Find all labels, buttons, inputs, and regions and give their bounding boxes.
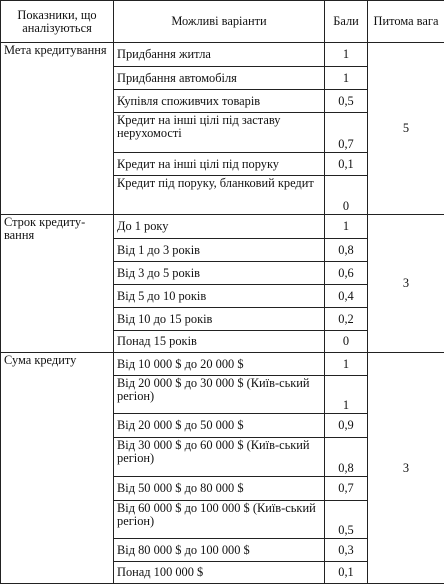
option-cell: Від 60 000 $ до 100 000 $ (Київ-ський регіон) bbox=[114, 501, 325, 539]
option-cell: Від 30 000 $ до 60 000 $ (Київ-ський регіон) bbox=[114, 438, 325, 477]
score-cell: 1 bbox=[325, 67, 368, 90]
score-cell: 1 bbox=[325, 353, 368, 376]
option-cell: Понад 15 років bbox=[114, 331, 325, 353]
weight-cell: 5 bbox=[368, 43, 444, 215]
score-cell: 0 bbox=[325, 176, 368, 215]
header-param: Показники, що аналізуються bbox=[1, 1, 114, 43]
option-cell: Від 10 000 $ до 20 000 $ bbox=[114, 353, 325, 376]
score-cell: 0,7 bbox=[325, 113, 368, 153]
weight-cell: 3 bbox=[368, 215, 444, 353]
score-cell: 1 bbox=[325, 376, 368, 414]
score-cell: 0,8 bbox=[325, 438, 368, 477]
option-cell: Від 1 до 3 років bbox=[114, 239, 325, 262]
option-cell: Купівля споживчих товарів bbox=[114, 90, 325, 113]
score-cell: 0 bbox=[325, 331, 368, 353]
score-cell: 1 bbox=[325, 43, 368, 67]
score-cell: 0,8 bbox=[325, 239, 368, 262]
weight-cell: 3 bbox=[368, 353, 444, 584]
param-cell: Сума кредиту bbox=[1, 353, 114, 584]
table-header-row bbox=[1, 1, 444, 43]
score-cell: 0,1 bbox=[325, 562, 368, 584]
option-cell: Від 5 до 10 років bbox=[114, 285, 325, 308]
param-cell: Мета кредитування bbox=[1, 43, 114, 215]
option-cell: Від 10 до 15 років bbox=[114, 308, 325, 331]
header-weight: Питома вага bbox=[368, 1, 444, 43]
option-cell: До 1 року bbox=[114, 215, 325, 239]
score-cell: 0,7 bbox=[325, 477, 368, 501]
param-cell: Строк кредиту-вання bbox=[1, 215, 114, 353]
header-option: Можливі варіанти bbox=[114, 1, 325, 43]
header-score: Бали bbox=[325, 1, 368, 43]
table-row bbox=[1, 43, 444, 67]
score-cell: 0,5 bbox=[325, 501, 368, 539]
option-cell: Від 3 до 5 років bbox=[114, 262, 325, 285]
option-cell: Понад 100 000 $ bbox=[114, 562, 325, 584]
score-cell: 0,3 bbox=[325, 539, 368, 562]
score-cell: 0,2 bbox=[325, 308, 368, 331]
score-cell: 0,4 bbox=[325, 285, 368, 308]
score-cell: 1 bbox=[325, 215, 368, 239]
table-row bbox=[1, 353, 444, 376]
table-row bbox=[1, 215, 444, 239]
option-cell: Придбання автомобіля bbox=[114, 67, 325, 90]
option-cell: Кредит на інші цілі під заставу нерухомості bbox=[114, 113, 325, 153]
score-cell: 0,1 bbox=[325, 153, 368, 176]
option-cell: Від 80 000 $ до 100 000 $ bbox=[114, 539, 325, 562]
option-cell: Від 50 000 $ до 80 000 $ bbox=[114, 477, 325, 501]
score-cell: 0,6 bbox=[325, 262, 368, 285]
option-cell: Від 20 000 $ до 30 000 $ (Київ-ський регіон) bbox=[114, 376, 325, 414]
score-cell: 0,5 bbox=[325, 90, 368, 113]
option-cell: Кредит на інші цілі під поруку bbox=[114, 153, 325, 176]
option-cell: Придбання житла bbox=[114, 43, 325, 67]
score-cell: 0,9 bbox=[325, 414, 368, 438]
option-cell: Від 20 000 $ до 50 000 $ bbox=[114, 414, 325, 438]
option-cell: Кредит під поруку, бланковий кредит bbox=[114, 176, 325, 215]
